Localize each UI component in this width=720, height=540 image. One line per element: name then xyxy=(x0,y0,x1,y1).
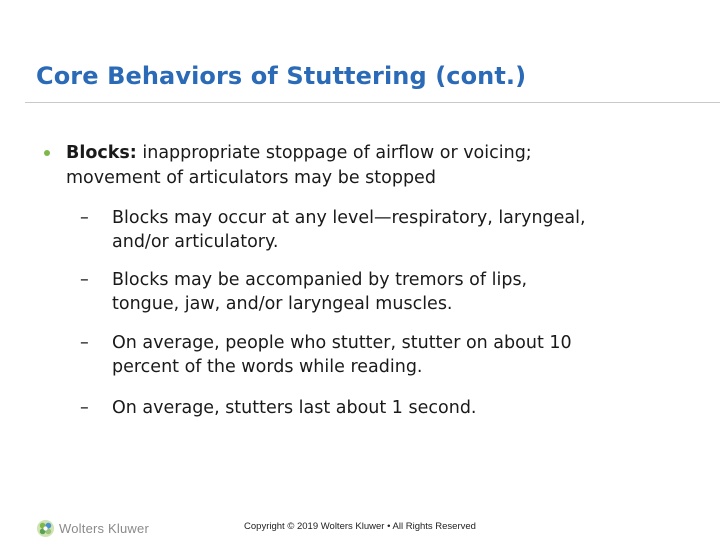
slide-title: Core Behaviors of Stuttering (cont.) xyxy=(36,62,527,90)
logo-text: Wolters Kluwer xyxy=(59,521,149,536)
sub-bullet-line-1: Blocks may be accompanied by tremors of lips, xyxy=(112,270,528,290)
sub-bullet xyxy=(80,206,720,254)
sub-bullet-line-1: Blocks may occur at any level—respiratory, laryngeal, xyxy=(112,208,586,228)
sub-bullet-line-2: and/or articulatory. xyxy=(112,232,279,252)
sub-bullet-line-1: On average, stutters last about 1 second. xyxy=(112,398,477,418)
main-bullet xyxy=(44,141,704,191)
sub-bullet-dash: – xyxy=(80,208,89,228)
bullet-text xyxy=(66,141,704,191)
sub-bullet-line-2: percent of the words while reading. xyxy=(112,357,423,377)
sub-bullet xyxy=(80,331,720,379)
title-divider xyxy=(25,102,720,103)
copyright-text: Copyright © 2019 Wolters Kluwer • All Rights Reserved xyxy=(244,521,476,532)
bullet-line-2: movement of articulators may be stopped xyxy=(66,168,436,188)
sub-bullet-line-2: tongue, jaw, and/or laryngeal muscles. xyxy=(112,294,453,314)
sub-bullet xyxy=(80,268,720,316)
bullet-line-1: inappropriate stoppage of airflow or voicing; xyxy=(136,143,532,163)
sub-bullet-dash: – xyxy=(80,270,89,290)
sub-bullet-dash: – xyxy=(80,333,89,353)
bullet-term: Blocks: xyxy=(66,143,137,163)
bullet-dot-icon xyxy=(44,150,50,156)
sub-bullet xyxy=(80,396,720,420)
sub-bullet-dash: – xyxy=(80,398,89,418)
sub-bullet-line-1: On average, people who stutter, stutter on about 10 xyxy=(112,333,572,353)
